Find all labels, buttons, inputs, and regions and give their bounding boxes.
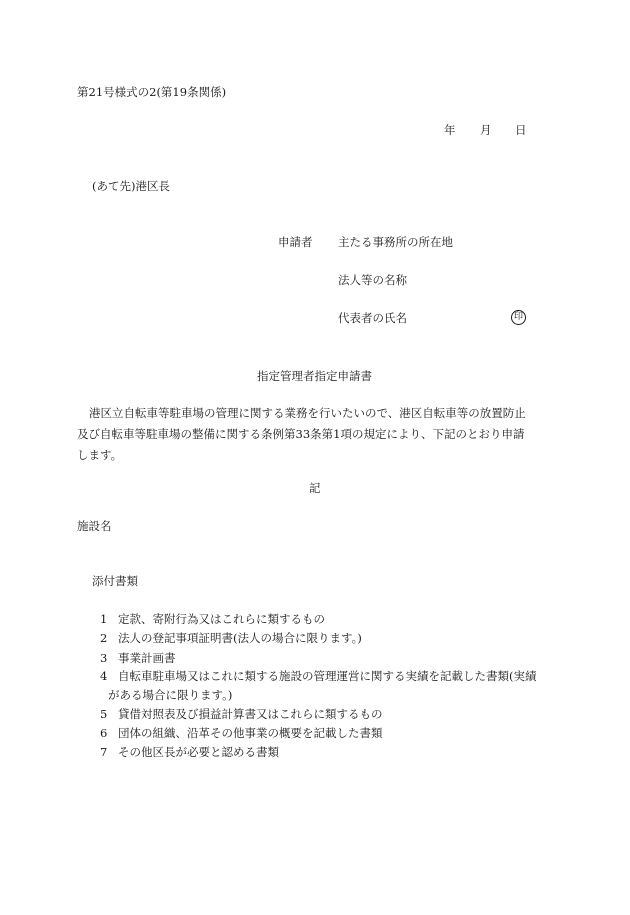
office-address-label: 主たる事務所の所在地 — [338, 235, 453, 249]
organization-name-label: 法人等の名称 — [338, 273, 407, 287]
seal-mark: 印 — [511, 310, 526, 325]
attachment-item-number: 2 — [100, 631, 108, 645]
attachment-item-text: 定款、寄附行為又はこれらに類するもの — [118, 612, 325, 626]
attachments-heading: 添付書類 — [92, 574, 138, 588]
attachment-item-text: 団体の組織、沿革その他事業の概要を記載した書類 — [118, 726, 383, 740]
attachment-item-number: 3 — [100, 651, 108, 665]
attachment-item-text: 事業計画書 — [118, 651, 176, 665]
attachment-item-number: 6 — [100, 726, 108, 740]
attachment-item-number: 1 — [100, 612, 108, 626]
date-day-label: 日 — [515, 123, 527, 137]
attachment-item-number: 7 — [100, 745, 108, 759]
applicant-label: 申請者 — [278, 235, 313, 249]
attachment-item-number: 5 — [100, 707, 108, 721]
addressee: (あて先)港区長 — [92, 179, 170, 193]
ki-note-mark: 記 — [309, 481, 321, 495]
attachment-item-text: 法人の登記事項証明書(法人の場合に限ります。) — [118, 631, 362, 645]
attachment-item-text: その他区長が必要と認める書類 — [118, 745, 279, 759]
date-year-label: 年 — [444, 123, 456, 137]
date-month-label: 月 — [480, 123, 492, 137]
attachment-item-text: 自転車駐車場又はこれに類する施設の管理運営に関する実績を記載した書類(実績 — [118, 669, 537, 683]
form-number: 第21号様式の2(第19条関係) — [77, 85, 227, 99]
representative-name-label: 代表者の氏名 — [338, 311, 407, 325]
attachment-item-text: 貸借対照表及び損益計算書又はこれらに類するもの — [118, 707, 383, 721]
facility-name-label: 施設名 — [77, 519, 112, 533]
application-body-text: 港区立自転車等駐車場の管理に関する業務を行いたいので、港区自転車等の放置防止及び自転車等駐車場の整備に関する条例第33条第1項の規定により、下記のとおり申請します。 — [77, 406, 526, 462]
attachment-item-text-continued: がある場合に限ります。) — [108, 688, 233, 702]
document-title: 指定管理者指定申請書 — [257, 369, 372, 383]
attachment-item-number: 4 — [100, 669, 108, 683]
